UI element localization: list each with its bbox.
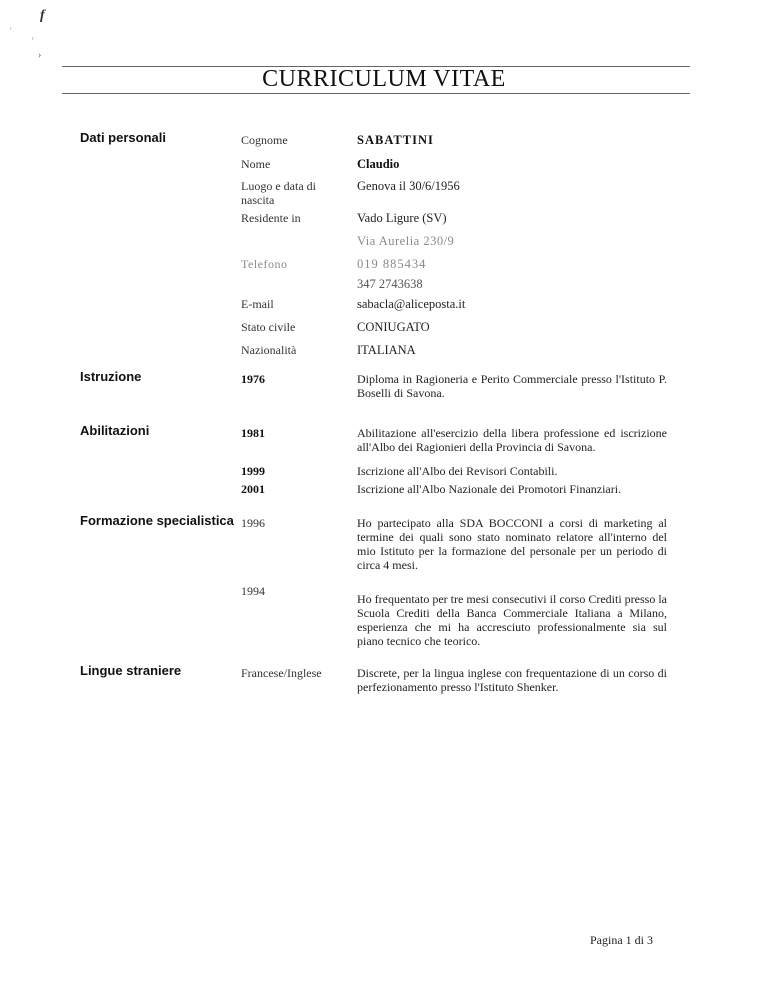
text-formazione-1: Ho partecipato alla SDA BOCCONI a corsi di marketing al termine dei quali sono stato nominato relatore all'interno del mio Istituto per la formazione del personale per un periodo di circa 4 mesi. <box>357 516 667 572</box>
label-cognome: Cognome <box>241 133 288 147</box>
document-title: CURRICULUM VITAE <box>262 66 506 92</box>
section-heading-formazione: Formazione specialistica <box>80 513 234 528</box>
text-lingue: Discrete, per la lingua inglese con frequentazione di un corso di perfezionamento presso l'Istituto Shenker. <box>357 666 667 694</box>
year-formazione-1: 1996 <box>241 516 265 530</box>
label-residente: Residente in <box>241 211 301 225</box>
year-abilitazioni-2: 1999 <box>241 464 265 478</box>
value-cognome: SABATTINI <box>357 133 434 147</box>
year-abilitazioni-3: 2001 <box>241 482 265 496</box>
section-heading-lingue: Lingue straniere <box>80 663 182 678</box>
value-luogo-data-nascita: Genova il 30/6/1956 <box>357 179 460 193</box>
value-telefono: 019 885434 <box>357 257 427 271</box>
text-abilitazioni-2: Iscrizione all'Albo dei Revisori Contabili. <box>357 464 558 478</box>
value-indirizzo: Via Aurelia 230/9 <box>357 234 455 248</box>
section-heading-dati-personali: Dati personali <box>80 130 166 145</box>
label-stato-civile: Stato civile <box>241 320 296 334</box>
title-rule-bottom <box>62 93 690 94</box>
stray-mark: f <box>40 8 45 23</box>
value-email: sabacla@aliceposta.it <box>357 297 466 311</box>
label-luogo-data-nascita: Luogo e data di nascita <box>241 179 316 207</box>
text-istruzione-1: Diploma in Ragioneria e Perito Commerciale presso l'Istituto P. Boselli di Savona. <box>357 372 667 400</box>
stray-mark: ' <box>32 36 34 46</box>
text-abilitazioni-3: Iscrizione all'Albo Nazionale dei Promotori Finanziari. <box>357 482 622 496</box>
section-heading-istruzione: Istruzione <box>80 369 142 384</box>
year-abilitazioni-1: 1981 <box>241 426 265 440</box>
section-heading-abilitazioni: Abilitazioni <box>80 423 150 438</box>
label-nome: Nome <box>241 157 271 171</box>
stray-mark: › <box>38 50 42 61</box>
year-formazione-2: 1994 <box>241 584 265 598</box>
label-nazionalita: Nazionalità <box>241 343 297 357</box>
label-telefono: Telefono <box>241 257 288 271</box>
page-number: Pagina 1 di 3 <box>590 933 653 947</box>
value-nazionalita: ITALIANA <box>357 343 416 357</box>
value-residente: Vado Ligure (SV) <box>357 211 447 225</box>
text-formazione-2: Ho frequentato per tre mesi consecutivi il corso Crediti presso la Scuola Crediti della Banca Commerciale Italiana a Milano, esperienza che mi ha accresciuto professionalmente sia sul piano tecnico che teorico. <box>357 592 667 648</box>
value-nome: Claudio <box>357 157 400 171</box>
value-cellulare: 347 2743638 <box>357 277 423 291</box>
label-lingue: Francese/Inglese <box>241 666 322 680</box>
value-stato-civile: CONIUGATO <box>357 320 430 334</box>
year-istruzione-1: 1976 <box>241 372 265 386</box>
text-abilitazioni-1: Abilitazione all'esercizio della libera professione ed iscrizione all'Albo dei Ragionieri della Provincia di Savona. <box>357 426 667 454</box>
stray-mark: ' <box>10 26 12 36</box>
label-email: E-mail <box>241 297 274 311</box>
